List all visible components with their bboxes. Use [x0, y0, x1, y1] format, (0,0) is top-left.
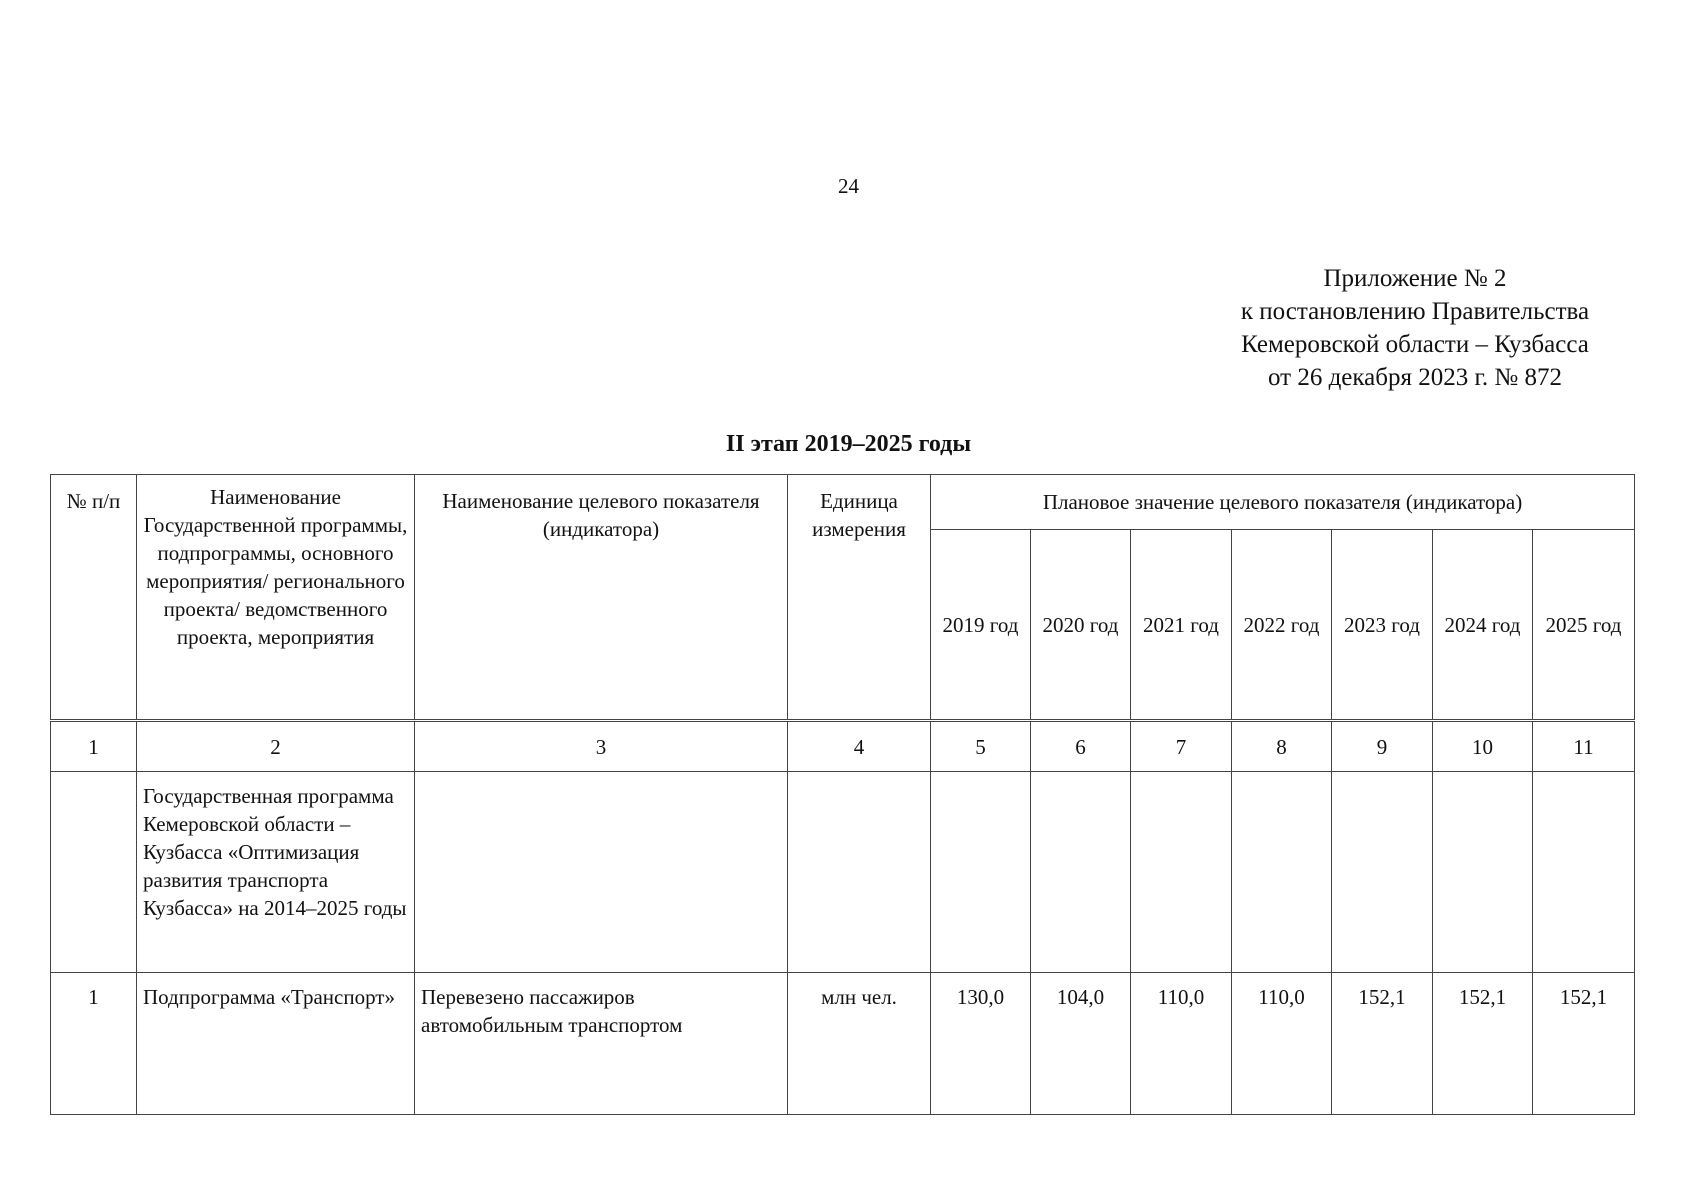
header-num: № п/п: [51, 475, 137, 721]
header-unit: Единица измерения: [788, 475, 931, 721]
row-value: [1131, 772, 1232, 973]
row-unit: [788, 772, 931, 973]
row-num: 1: [51, 973, 137, 1115]
stage-title: II этап 2019–2025 годы: [725, 431, 972, 457]
row-num: [51, 772, 137, 973]
column-numbers-row: [51, 721, 1635, 772]
column-number: 7: [1131, 721, 1232, 772]
row-indicator: Перевезено пассажиров автомобильным транспортом: [415, 973, 788, 1115]
header-year: 2022 год: [1232, 530, 1332, 721]
row-program: Государственная программа Кемеровской области – Кузбасса «Оптимизация развития транспорта Кузбасса» на 2014–2025 годы: [137, 772, 415, 973]
row-program: Подпрограмма «Транспорт»: [137, 973, 415, 1115]
table-row: [51, 772, 1635, 973]
column-number: 9: [1332, 721, 1433, 772]
column-number: 10: [1433, 721, 1533, 772]
header-year: 2024 год: [1433, 530, 1533, 721]
header-year: 2023 год: [1332, 530, 1433, 721]
appendix-block: [1200, 262, 1630, 394]
table-row: [51, 973, 1635, 1115]
appendix-line-1: Приложение № 2: [1323, 265, 1507, 292]
row-value: 152,1: [1332, 973, 1433, 1115]
row-value: [931, 772, 1031, 973]
header-year: 2019 год: [931, 530, 1031, 721]
row-value: 152,1: [1533, 973, 1635, 1115]
column-number: 2: [137, 721, 415, 772]
header-row: [51, 475, 1635, 530]
header-year: 2020 год: [1031, 530, 1131, 721]
header-year: 2025 год: [1533, 530, 1635, 721]
header-plan-value: Плановое значение целевого показателя (индикатора): [931, 475, 1635, 530]
row-value: [1332, 772, 1433, 973]
row-value: [1232, 772, 1332, 973]
column-number: 5: [931, 721, 1031, 772]
column-number: 3: [415, 721, 788, 772]
row-value: 110,0: [1232, 973, 1332, 1115]
appendix-line-3: Кемеровской области – Кузбасса: [1241, 331, 1589, 358]
appendix-line-2: к постановлению Правительства: [1240, 298, 1590, 325]
row-value: 152,1: [1433, 973, 1533, 1115]
row-value: [1433, 772, 1533, 973]
column-number: 6: [1031, 721, 1131, 772]
row-value: 130,0: [931, 973, 1031, 1115]
row-unit: млн чел.: [788, 973, 931, 1115]
column-number: 1: [51, 721, 137, 772]
indicators-table: [50, 474, 1635, 1115]
appendix-line-4: от 26 декабря 2023 г. № 872: [1267, 364, 1563, 391]
header-year: 2021 год: [1131, 530, 1232, 721]
header-indicator-name: Наименование целевого показателя (индикатора): [415, 475, 788, 721]
row-value: 104,0: [1031, 973, 1131, 1115]
column-number: 11: [1533, 721, 1635, 772]
row-value: [1031, 772, 1131, 973]
column-number: 4: [788, 721, 931, 772]
column-number: 8: [1232, 721, 1332, 772]
page-number: 24: [838, 174, 859, 198]
row-indicator: [415, 772, 788, 973]
header-program-name: Наименование Государственной программы, подпрограммы, основного мероприятия/ регионального проекта/ ведомственного проекта, мероприятия: [137, 475, 415, 721]
row-value: 110,0: [1131, 973, 1232, 1115]
row-value: [1533, 772, 1635, 973]
